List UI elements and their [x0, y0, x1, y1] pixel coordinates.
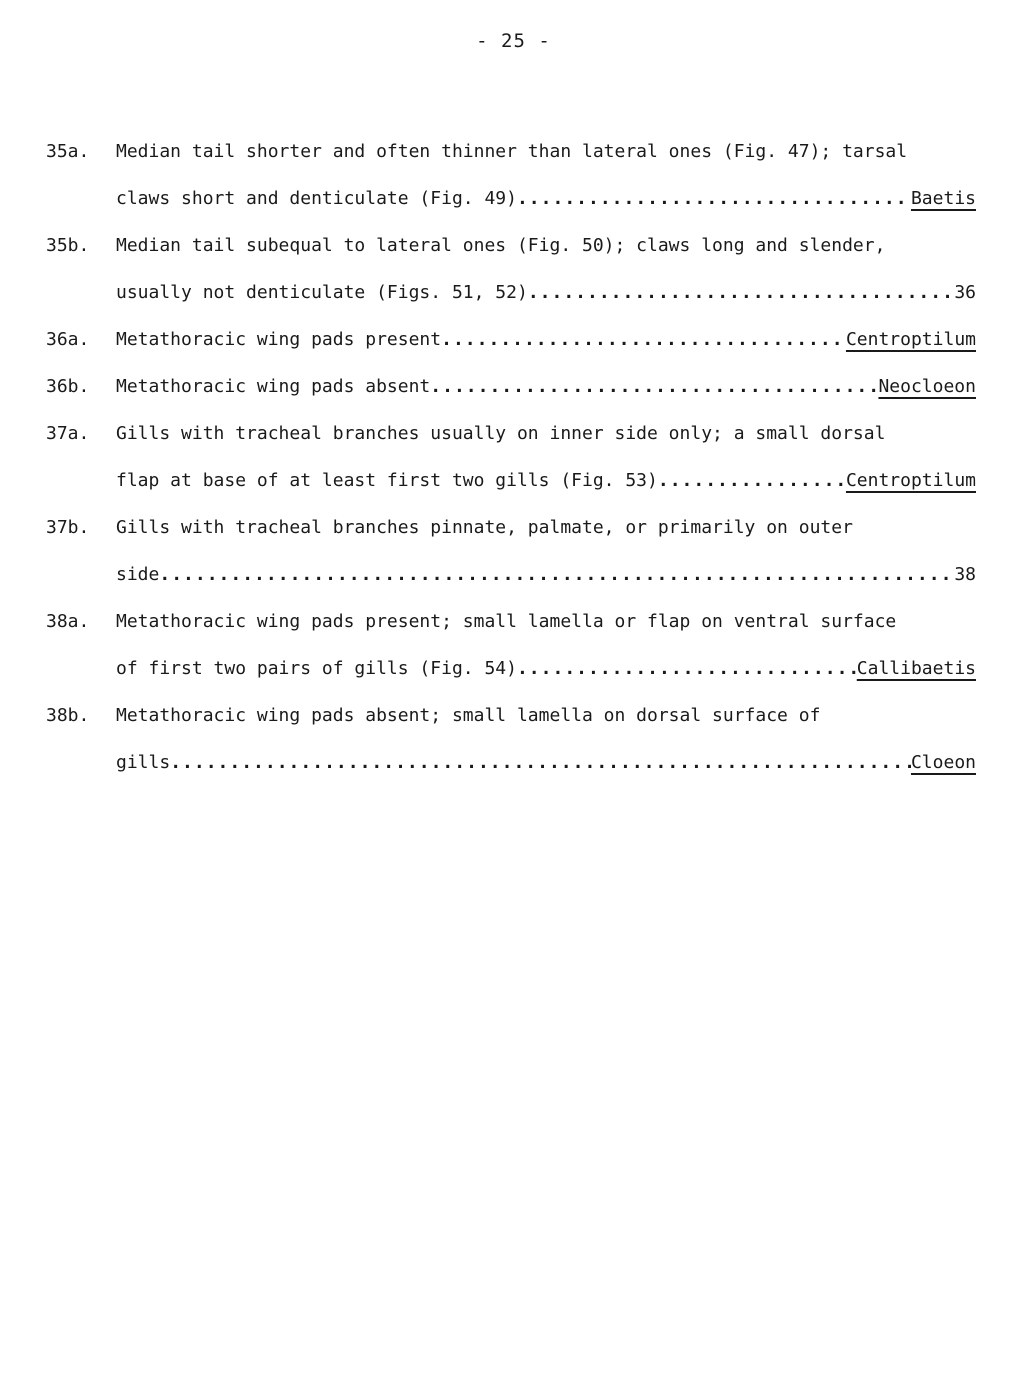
couplet-lead-line [116, 739, 976, 786]
couplet-lead-line [116, 551, 976, 598]
couplet-number: 38a. [46, 611, 90, 632]
couplet-text-line: Gills with tracheal branches usually on inner side only; a small dorsal [116, 423, 886, 444]
couplet-result: Neocloeon [878, 376, 976, 397]
dot-leader [430, 363, 878, 410]
couplet-lead-text: of first two pairs of gills (Fig. 54) [116, 658, 517, 679]
dot-leader [517, 175, 911, 222]
couplet-lead-line [116, 363, 976, 410]
couplet-35b [46, 222, 976, 316]
couplet-number: 36b. [46, 376, 90, 397]
couplet-number: 35b. [46, 235, 90, 256]
couplet-38a [46, 598, 976, 692]
couplet-36b [46, 363, 976, 410]
couplet-result: Centroptilum [845, 329, 976, 350]
couplet-lead-line [116, 175, 976, 222]
dot-leader [528, 269, 955, 316]
dot-leader [170, 739, 911, 786]
couplet-lead-line [116, 316, 976, 363]
page-number: - 25 - [476, 30, 551, 52]
couplet-lead-line [116, 457, 976, 504]
dot-leader [441, 316, 846, 363]
couplet-lead-line [116, 645, 976, 692]
couplet-lead-text: gills [116, 752, 171, 773]
couplet-lead-line [116, 269, 976, 316]
couplet-text-line: Median tail subequal to lateral ones (Fig. 50); claws long and slender, [116, 235, 886, 256]
couplet-36a [46, 316, 976, 363]
couplet-text-line: Gills with tracheal branches pinnate, palmate, or primarily on outer [116, 517, 853, 538]
couplet-number: 37a. [46, 423, 90, 444]
couplet-result: Callibaetis [856, 658, 976, 679]
dot-leader [159, 551, 954, 598]
couplet-lead-text: Metathoracic wing pads absent [116, 376, 431, 397]
identification-key [46, 128, 976, 786]
dot-leader [658, 457, 846, 504]
couplet-lead-text: flap at base of at least first two gills (Fig. 53) [116, 470, 658, 491]
couplet-37b [46, 504, 976, 598]
dot-leader [517, 645, 857, 692]
couplet-result: Cloeon [910, 752, 976, 773]
couplet-lead-text: side [116, 564, 160, 585]
couplet-lead-text: usually not denticulate (Figs. 51, 52) [116, 282, 528, 303]
couplet-number: 38b. [46, 705, 90, 726]
couplet-number: 37b. [46, 517, 90, 538]
couplet-text-line: Metathoracic wing pads present; small lamella or flap on ventral surface [116, 611, 897, 632]
couplet-result: Centroptilum [845, 470, 976, 491]
couplet-37a [46, 410, 976, 504]
couplet-38b [46, 692, 976, 786]
couplet-result: Baetis [910, 188, 976, 209]
couplet-result: 36 [954, 282, 976, 303]
couplet-lead-text: claws short and denticulate (Fig. 49) [116, 188, 517, 209]
couplet-number: 35a. [46, 141, 90, 162]
couplet-35a [46, 128, 976, 222]
couplet-text-line: Metathoracic wing pads absent; small lamella on dorsal surface of [116, 705, 821, 726]
couplet-number: 36a. [46, 329, 90, 350]
couplet-lead-text: Metathoracic wing pads present [116, 329, 442, 350]
couplet-text-line: Median tail shorter and often thinner than lateral ones (Fig. 47); tarsal [116, 141, 908, 162]
couplet-result: 38 [954, 564, 976, 585]
